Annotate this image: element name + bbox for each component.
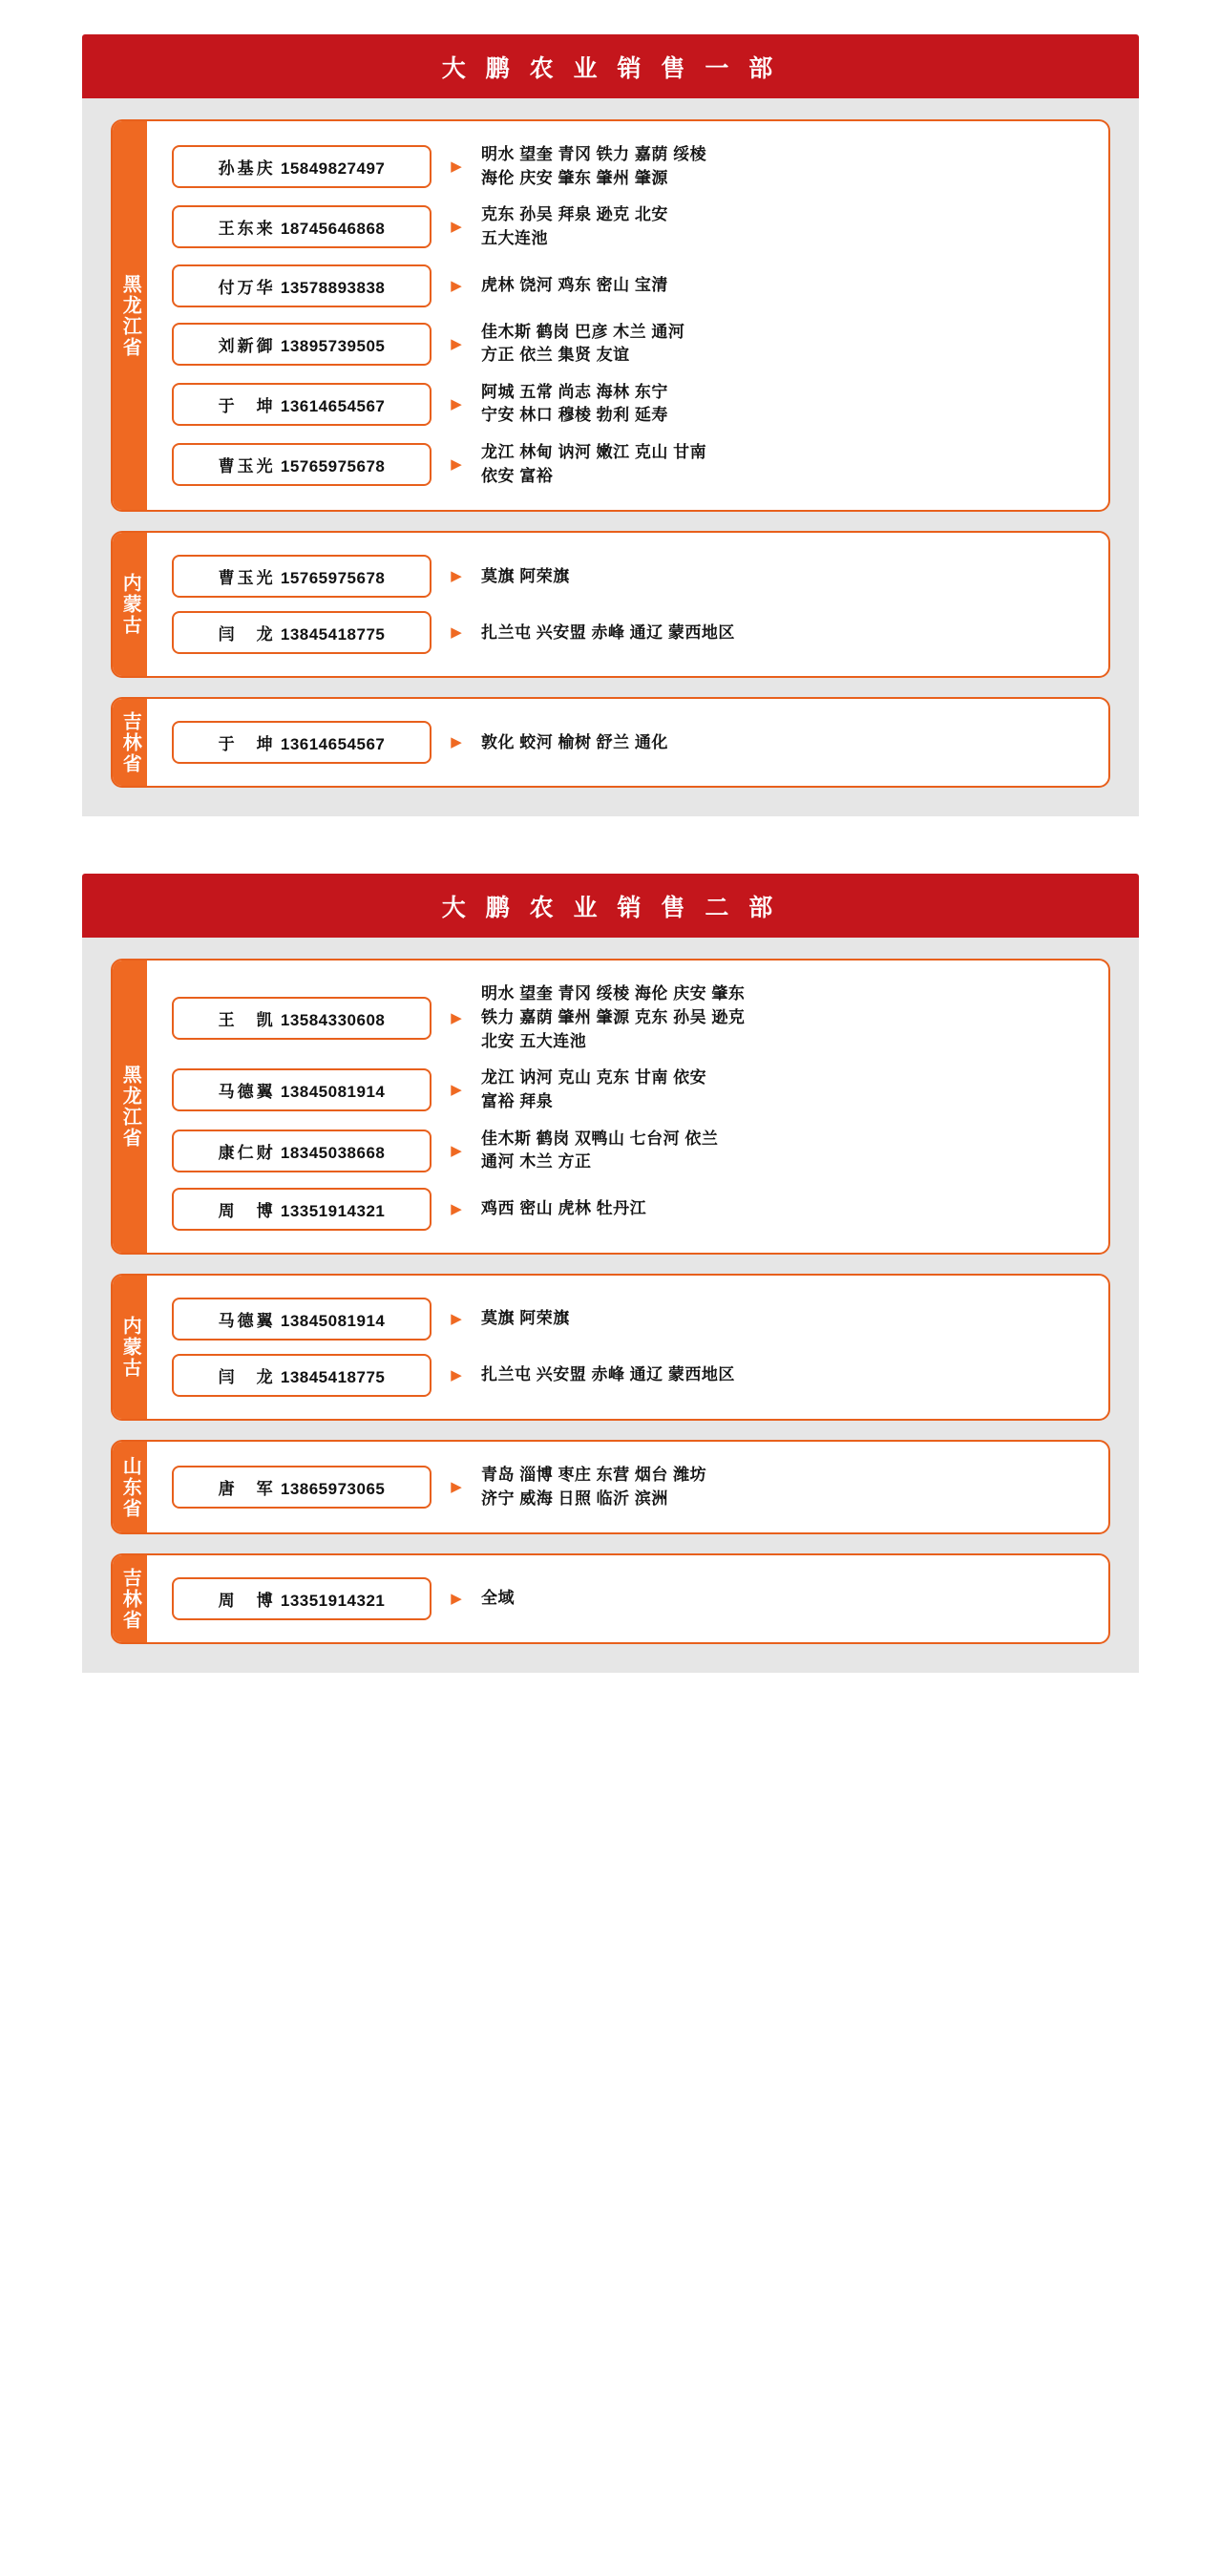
coverage-line: 莫旗 阿荣旗	[481, 1309, 570, 1328]
coverage-line: 明水 望奎 青冈 铁力 嘉荫 绥棱	[481, 145, 707, 163]
coverage-areas	[481, 1464, 706, 1510]
contact-row	[172, 604, 1091, 661]
coverage-line: 扎兰屯 兴安盟 赤峰 通辽 蒙西地区	[481, 623, 735, 642]
contact-name: 马德翼	[218, 1311, 276, 1330]
contact-row	[172, 258, 1091, 314]
coverage-areas	[481, 1307, 570, 1331]
arrow-right-icon: ▶	[451, 277, 462, 294]
contact-row	[172, 137, 1091, 197]
contact-chip[interactable]	[172, 1068, 432, 1111]
province-block	[111, 1553, 1110, 1644]
section-title: 大 鹏 农 业 销 售 一 部	[82, 34, 1139, 98]
contact-phone: 13584330608	[280, 1010, 386, 1029]
coverage-line: 克东 孙吴 拜泉 逊克 北安	[481, 205, 668, 224]
province-label: 内蒙古	[113, 533, 147, 676]
sales-department-section	[82, 874, 1139, 1673]
contact-phone: 13614654567	[280, 396, 386, 415]
province-block	[111, 697, 1110, 788]
contact-chip[interactable]	[172, 1466, 432, 1509]
contact-rows	[147, 1442, 1108, 1532]
section-body	[82, 98, 1139, 816]
coverage-line: 明水 望奎 青冈 绥棱 海伦 庆安 肇东	[481, 984, 746, 1003]
contact-name: 王东来	[218, 220, 276, 239]
contact-row	[172, 714, 1091, 771]
contact-row	[172, 548, 1091, 604]
contact-name: 王 凯	[218, 1010, 276, 1029]
contact-rows	[147, 699, 1108, 786]
contact-name: 马德翼	[218, 1083, 276, 1102]
province-block	[111, 959, 1110, 1254]
coverage-line: 海伦 庆安 肇东 肇州 肇源	[481, 168, 668, 187]
province-label: 吉林省	[113, 699, 147, 786]
contact-chip[interactable]	[172, 145, 432, 188]
coverage-areas	[481, 441, 706, 488]
arrow-right-icon: ▶	[451, 1591, 462, 1608]
arrow-right-icon: ▶	[451, 1009, 462, 1026]
contact-phone: 13895739505	[280, 336, 386, 355]
contact-name: 周 博	[218, 1201, 276, 1220]
coverage-line: 扎兰屯 兴安盟 赤峰 通辽 蒙西地区	[481, 1365, 735, 1384]
coverage-line: 鸡西 密山 虎林 牡丹江	[481, 1199, 647, 1218]
sales-department-section	[82, 34, 1139, 816]
contact-name: 刘新御	[218, 336, 276, 355]
contact-chip[interactable]	[172, 383, 432, 426]
contact-name: 唐 军	[218, 1480, 276, 1499]
province-label: 内蒙古	[113, 1276, 147, 1419]
coverage-line: 敦化 蛟河 榆树 舒兰 通化	[481, 732, 668, 751]
province-block	[111, 119, 1110, 512]
contact-name: 闫 龙	[218, 1367, 276, 1386]
contact-row	[172, 1121, 1091, 1181]
contact-phone: 18345038668	[280, 1143, 386, 1162]
contact-chip[interactable]	[172, 1354, 432, 1397]
contact-rows	[147, 533, 1108, 676]
contact-row	[172, 1347, 1091, 1404]
contact-phone: 18745646868	[280, 220, 386, 239]
contact-chip[interactable]	[172, 1298, 432, 1341]
coverage-areas	[481, 731, 668, 755]
province-label: 山东省	[113, 1442, 147, 1532]
contact-phone: 13845081914	[280, 1083, 386, 1102]
coverage-areas	[481, 982, 745, 1053]
contact-row	[172, 976, 1091, 1060]
coverage-areas	[481, 1066, 706, 1113]
coverage-line: 全域	[481, 1589, 515, 1608]
arrow-right-icon: ▶	[451, 734, 462, 751]
coverage-line: 济宁 威海 日照 临沂 滨洲	[481, 1489, 668, 1508]
arrow-right-icon: ▶	[451, 1142, 462, 1159]
contact-chip[interactable]	[172, 555, 432, 598]
coverage-areas	[481, 143, 706, 190]
coverage-areas	[481, 1128, 718, 1174]
contact-name: 于 坤	[218, 396, 276, 415]
contact-row	[172, 1060, 1091, 1120]
contact-phone: 15849827497	[280, 159, 386, 179]
coverage-areas	[481, 381, 668, 428]
contact-chip[interactable]	[172, 721, 432, 764]
contact-phone: 13865973065	[280, 1480, 386, 1499]
contact-name: 周 博	[218, 1592, 276, 1611]
contact-row	[172, 1571, 1091, 1627]
coverage-areas	[481, 274, 668, 298]
coverage-line: 方正 依兰 集贤 友谊	[481, 346, 630, 365]
coverage-line: 通河 木兰 方正	[481, 1152, 592, 1172]
coverage-line: 佳木斯 鹤岗 巴彦 木兰 通河	[481, 322, 685, 341]
contact-chip[interactable]	[172, 1188, 432, 1231]
sections-container	[0, 34, 1221, 1673]
arrow-right-icon: ▶	[451, 1082, 462, 1099]
contact-phone: 13614654567	[280, 735, 386, 754]
coverage-areas	[481, 1587, 515, 1611]
contact-name: 付万华	[218, 278, 276, 297]
contact-chip[interactable]	[172, 997, 432, 1040]
coverage-areas	[481, 1363, 735, 1387]
section-title: 大 鹏 农 业 销 售 二 部	[82, 874, 1139, 938]
contact-chip[interactable]	[172, 1577, 432, 1620]
coverage-areas	[481, 1197, 646, 1221]
arrow-right-icon: ▶	[451, 624, 462, 642]
coverage-line: 五大连池	[481, 228, 548, 247]
coverage-line: 莫旗 阿荣旗	[481, 566, 570, 585]
coverage-line: 北安 五大连池	[481, 1031, 587, 1050]
contact-chip[interactable]	[172, 323, 432, 366]
arrow-right-icon: ▶	[451, 1366, 462, 1383]
arrow-right-icon: ▶	[451, 1479, 462, 1496]
coverage-areas	[481, 622, 735, 645]
contact-phone: 13351914321	[280, 1201, 386, 1220]
contact-name: 闫 龙	[218, 625, 276, 644]
coverage-line: 虎林 饶河 鸡东 密山 宝清	[481, 275, 668, 294]
coverage-line: 龙江 讷河 克山 克东 甘南 依安	[481, 1068, 707, 1087]
contact-rows	[147, 961, 1108, 1252]
coverage-line: 阿城 五常 尚志 海林 东宁	[481, 382, 668, 401]
coverage-areas	[481, 203, 668, 250]
coverage-areas	[481, 565, 570, 589]
contact-chip[interactable]	[172, 443, 432, 486]
province-block	[111, 1274, 1110, 1421]
contact-phone: 13845418775	[280, 1367, 386, 1386]
contact-chip[interactable]	[172, 1130, 432, 1172]
contact-row	[172, 1291, 1091, 1347]
contact-row	[172, 374, 1091, 434]
arrow-right-icon: ▶	[451, 335, 462, 352]
contact-rows	[147, 1276, 1108, 1419]
contact-rows	[147, 121, 1108, 510]
contact-row	[172, 1181, 1091, 1237]
contact-row	[172, 197, 1091, 257]
section-body	[82, 938, 1139, 1673]
contact-row	[172, 434, 1091, 495]
arrow-right-icon: ▶	[451, 568, 462, 585]
province-block	[111, 531, 1110, 678]
coverage-line: 富裕 拜泉	[481, 1091, 554, 1110]
coverage-line: 龙江 林甸 讷河 嫩江 克山 甘南	[481, 443, 707, 462]
arrow-right-icon: ▶	[451, 456, 462, 474]
contact-chip[interactable]	[172, 205, 432, 248]
contact-phone: 13845081914	[280, 1311, 386, 1330]
arrow-right-icon: ▶	[451, 158, 462, 176]
contact-phone: 13845418775	[280, 625, 386, 644]
contact-phone: 15765975678	[280, 457, 386, 476]
contact-name: 曹玉光	[218, 569, 276, 588]
contact-name: 孙基庆	[218, 159, 276, 179]
arrow-right-icon: ▶	[451, 395, 462, 412]
contact-row	[172, 314, 1091, 374]
contact-name: 康仁财	[218, 1143, 276, 1162]
province-label: 黑龙江省	[113, 961, 147, 1252]
contact-name: 曹玉光	[218, 457, 276, 476]
contact-phone: 13351914321	[280, 1592, 386, 1611]
province-label: 吉林省	[113, 1555, 147, 1642]
coverage-line: 青岛 淄博 枣庄 东营 烟台 潍坊	[481, 1465, 707, 1484]
arrow-right-icon: ▶	[451, 219, 462, 236]
coverage-line: 铁力 嘉荫 肇州 肇源 克东 孙吴 逊克	[481, 1008, 746, 1027]
contact-name: 于 坤	[218, 735, 276, 754]
contact-phone: 15765975678	[280, 569, 386, 588]
province-label: 黑龙江省	[113, 121, 147, 510]
contact-row	[172, 1457, 1091, 1517]
contact-phone: 13578893838	[280, 278, 386, 297]
arrow-right-icon: ▶	[451, 1200, 462, 1217]
contact-chip[interactable]	[172, 264, 432, 307]
coverage-areas	[481, 321, 684, 368]
coverage-line: 宁安 林口 穆棱 勃利 延寿	[481, 406, 668, 425]
contact-chip[interactable]	[172, 611, 432, 654]
coverage-line: 依安 富裕	[481, 466, 554, 485]
contact-rows	[147, 1555, 1108, 1642]
arrow-right-icon: ▶	[451, 1310, 462, 1327]
province-block	[111, 1440, 1110, 1534]
coverage-line: 佳木斯 鹤岗 双鸭山 七台河 依兰	[481, 1129, 719, 1148]
